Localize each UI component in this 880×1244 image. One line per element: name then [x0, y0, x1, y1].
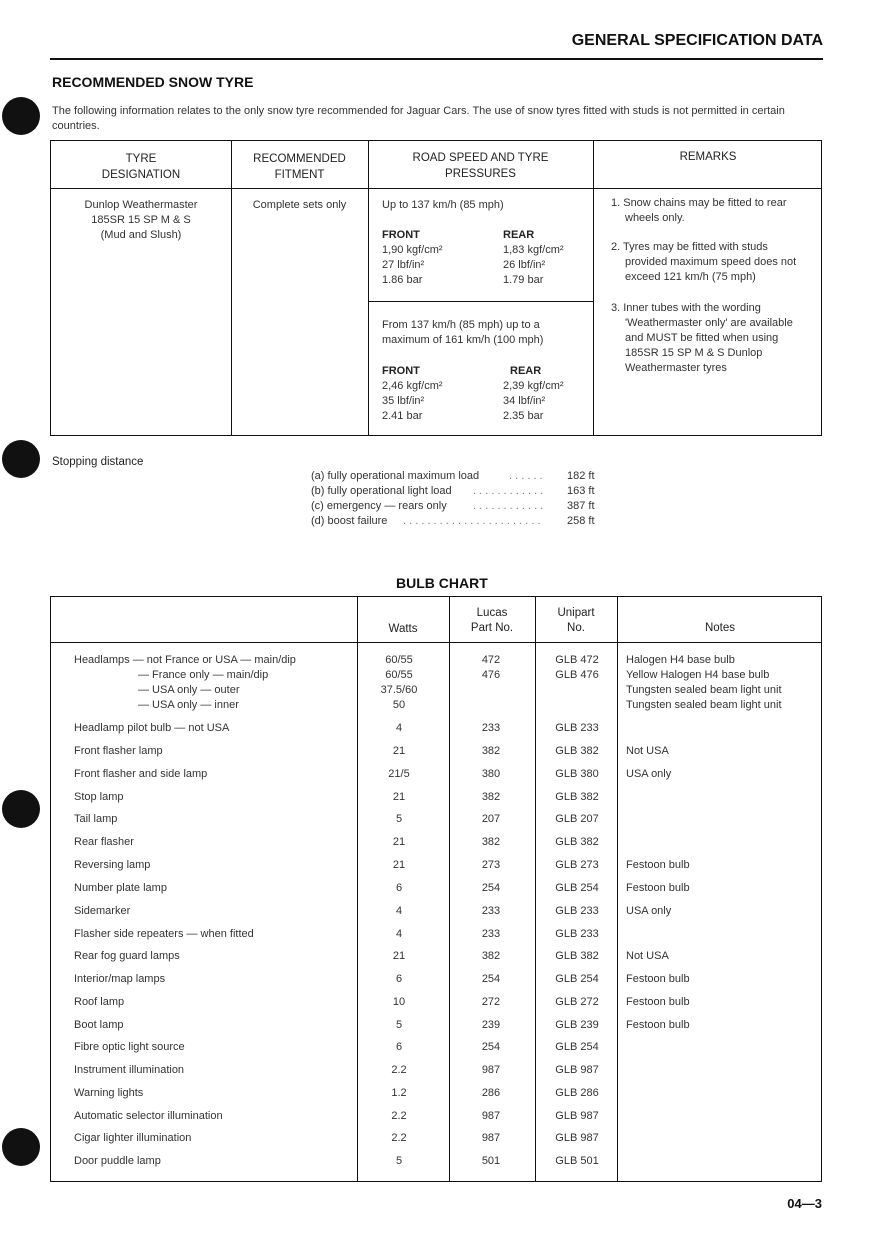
header-divider [51, 188, 821, 189]
bulb-item: Automatic selector illumination [74, 1110, 223, 1122]
header-rule [50, 58, 823, 60]
header-watts: Watts [388, 623, 418, 635]
bulb-row [51, 904, 821, 919]
bulb-row [51, 858, 821, 873]
bulb-item: Fibre optic light source [74, 1041, 185, 1053]
bulb-unipart-no: GLB 272 [555, 996, 599, 1008]
bulb-unipart-no: GLB 987 [555, 1064, 599, 1076]
bulb-notes: Festoon bulb [626, 859, 690, 871]
speed-divider [368, 301, 593, 302]
bulb-watts: 21/5 [388, 768, 410, 780]
bulb-lucas-part: 987 [481, 1064, 501, 1076]
bulb-notes: USA only [626, 768, 672, 780]
bulb-lucas-part: 476 [481, 669, 501, 681]
remark-1: 1. Snow chains may be fitted to rear wheels only. [611, 197, 787, 224]
bulb-lucas-part: 380 [481, 768, 501, 780]
bulb-row [51, 1018, 821, 1033]
bulb-row [51, 949, 821, 964]
bulb-notes: Halogen H4 base bulb [626, 654, 735, 666]
bulb-watts: 5 [395, 813, 403, 825]
bulb-row [51, 1086, 821, 1101]
bulb-unipart-no: GLB 382 [555, 950, 599, 962]
bulb-watts: 2.2 [391, 1064, 407, 1076]
front-pressures-2: 2,46 kgf/cm² 35 lbf/in² 2.41 bar [382, 380, 443, 422]
punch-hole [2, 440, 40, 478]
bulb-watts: 4 [395, 928, 403, 940]
bulb-item: Door puddle lamp [74, 1155, 161, 1167]
bulb-unipart-no: GLB 233 [555, 928, 599, 940]
bulb-row [51, 698, 821, 713]
header-recommended-fitment: RECOMMENDED FITMENT [253, 153, 346, 181]
bulb-lucas-part: 272 [481, 996, 501, 1008]
header-lucas: Lucas Part No. [470, 607, 514, 634]
bulb-watts: 21 [392, 836, 406, 848]
bulb-lucas-part: 254 [481, 882, 501, 894]
bulb-lucas-part: 382 [481, 836, 501, 848]
bulb-notes: Festoon bulb [626, 1019, 690, 1031]
column-divider [231, 141, 232, 435]
bulb-row [51, 812, 821, 827]
bulb-item: Stop lamp [74, 791, 124, 803]
bulb-notes: Not USA [626, 745, 669, 757]
bulb-notes: Festoon bulb [626, 996, 690, 1008]
bulb-unipart-no: GLB 254 [555, 973, 599, 985]
bulb-item: Warning lights [74, 1087, 144, 1099]
bulb-watts: 21 [392, 745, 406, 757]
punch-hole [2, 790, 40, 828]
bulb-unipart-no: GLB 987 [555, 1132, 599, 1144]
bulb-lucas-part: 207 [481, 813, 501, 825]
bulb-chart-table [50, 596, 822, 1182]
stopping-distance-label: Stopping distance [52, 456, 144, 468]
bulb-watts: 21 [392, 859, 406, 871]
bulb-notes: Festoon bulb [626, 973, 690, 985]
bulb-row [51, 653, 821, 668]
front-pressures-1: 1,90 kgf/cm² 27 lbf/in² 1.86 bar [382, 244, 443, 286]
bulb-watts: 60/55 [385, 669, 413, 681]
snow-tyre-table [50, 140, 822, 436]
bulb-unipart-no: GLB 254 [555, 1041, 599, 1053]
bulb-unipart-no: GLB 233 [555, 905, 599, 917]
header-tyre-designation: TYRE DESIGNATION [101, 153, 181, 181]
rear-label: REAR [503, 229, 535, 241]
bulb-watts: 6 [395, 1041, 403, 1053]
bulb-watts: 6 [395, 973, 403, 985]
rear-pressures-1: 1,83 kgf/cm² 26 lbf/in² 1.79 bar [503, 244, 564, 286]
bulb-unipart-no: GLB 207 [555, 813, 599, 825]
bulb-watts: 50 [392, 699, 406, 711]
bulb-watts: 37.5/60 [380, 684, 418, 696]
bulb-item: — France only — main/dip [138, 669, 269, 681]
bulb-lucas-part: 273 [481, 859, 501, 871]
bulb-watts: 2.2 [391, 1132, 407, 1144]
bulb-watts: 1.2 [391, 1087, 407, 1099]
bulb-item: — USA only — outer [138, 684, 240, 696]
bulb-lucas-part: 987 [481, 1110, 501, 1122]
bulb-item: — USA only — inner [138, 699, 239, 711]
bulb-unipart-no: GLB 382 [555, 745, 599, 757]
bulb-item: Cigar lighter illumination [74, 1132, 192, 1144]
bulb-unipart-no: GLB 233 [555, 722, 599, 734]
bulb-watts: 2.2 [391, 1110, 407, 1122]
bulb-lucas-part: 254 [481, 1041, 501, 1053]
punch-hole [2, 1128, 40, 1166]
bulb-item: Flasher side repeaters — when fitted [74, 928, 254, 940]
stopping-row: (a) fully operational maximum load . . . . . . 182 ft [311, 470, 595, 482]
bulb-row [51, 1154, 821, 1169]
bulb-unipart-no: GLB 472 [555, 654, 599, 666]
bulb-lucas-part: 233 [481, 722, 501, 734]
stopping-row: (b) fully operational light load . . . . . . . . . . . . 163 ft [311, 485, 595, 497]
bulb-lucas-part: 987 [481, 1132, 501, 1144]
rear-pressures-2: 2,39 kgf/cm² 34 lbf/in² 2.35 bar [503, 380, 564, 422]
bulb-item: Rear flasher [74, 836, 134, 848]
bulb-row [51, 721, 821, 736]
bulb-item: Tail lamp [74, 813, 118, 825]
header-road-speed: ROAD SPEED AND TYRE PRESSURES [412, 152, 549, 180]
bulb-item: Front flasher lamp [74, 745, 163, 757]
bulb-watts: 6 [395, 882, 403, 894]
header-remarks: REMARKS [679, 151, 737, 163]
bulb-row [51, 1109, 821, 1124]
bulb-item: Front flasher and side lamp [74, 768, 208, 780]
bulb-item: Number plate lamp [74, 882, 167, 894]
bulb-row [51, 1131, 821, 1146]
snow-tyre-title: RECOMMENDED SNOW TYRE [52, 74, 254, 90]
header-unipart: Unipart No. [557, 607, 595, 634]
bulb-lucas-part: 382 [481, 745, 501, 757]
column-divider [368, 141, 369, 435]
bulb-chart-title: BULB CHART [396, 575, 488, 591]
bulb-unipart-no: GLB 273 [555, 859, 599, 871]
bulb-row [51, 927, 821, 942]
bulb-lucas-part: 239 [481, 1019, 501, 1031]
bulb-notes: Not USA [626, 950, 669, 962]
bulb-unipart-no: GLB 286 [555, 1087, 599, 1099]
front-label: FRONT [382, 229, 420, 241]
bulb-lucas-part: 382 [481, 950, 501, 962]
bulb-lucas-part: 254 [481, 973, 501, 985]
punch-hole [2, 97, 40, 135]
bulb-lucas-part: 472 [481, 654, 501, 666]
bulb-row [51, 790, 821, 805]
bulb-unipart-no: GLB 476 [555, 669, 599, 681]
column-divider [593, 141, 594, 435]
bulb-watts: 5 [395, 1019, 403, 1031]
bulb-notes: Tungsten sealed beam light unit [626, 699, 782, 711]
bulb-unipart-no: GLB 382 [555, 791, 599, 803]
bulb-unipart-no: GLB 501 [555, 1155, 599, 1167]
bulb-item: Instrument illumination [74, 1064, 185, 1076]
bulb-unipart-no: GLB 239 [555, 1019, 599, 1031]
bulb-row [51, 1063, 821, 1078]
rear-label: REAR [510, 365, 542, 377]
bulb-item: Headlamps — not France or USA — main/dip [74, 654, 296, 666]
bulb-watts: 10 [392, 996, 406, 1008]
bulb-row [51, 995, 821, 1010]
speed-condition-1: Up to 137 km/h (85 mph) [382, 199, 504, 211]
bulb-lucas-part: 286 [481, 1087, 501, 1099]
bulb-notes: Festoon bulb [626, 882, 690, 894]
front-label: FRONT [382, 365, 420, 377]
bulb-item: Headlamp pilot bulb — not USA [74, 722, 230, 734]
speed-condition-2: From 137 km/h (85 mph) up to a maximum of 161 km/h (100 mph) [382, 319, 544, 346]
bulb-lucas-part: 233 [481, 905, 501, 917]
bulb-unipart-no: GLB 987 [555, 1110, 599, 1122]
bulb-watts: 4 [395, 905, 403, 917]
bulb-row [51, 767, 821, 782]
bulb-notes: Tungsten sealed beam light unit [626, 684, 782, 696]
bulb-item: Boot lamp [74, 1019, 124, 1031]
stopping-row: (d) boost failure . . . . . . . . . . . . . . . . . . . . . . . 258 ft [311, 515, 595, 527]
bulb-item: Reversing lamp [74, 859, 151, 871]
page-number: 04—3 [787, 1196, 822, 1211]
bulb-item: Sidemarker [74, 905, 131, 917]
bulb-unipart-no: GLB 380 [555, 768, 599, 780]
bulb-watts: 21 [392, 791, 406, 803]
bulb-notes: Yellow Halogen H4 base bulb [626, 669, 770, 681]
remark-3: 3. Inner tubes with the wording 'Weathermaster only' are available and MUST be fitted when using 185SR 15 SP M & S Dunlop Weathermaster tyres [611, 302, 793, 374]
bulb-watts: 21 [392, 950, 406, 962]
bulb-unipart-no: GLB 382 [555, 836, 599, 848]
header-notes: Notes [704, 622, 736, 634]
tyre-designation: Dunlop Weathermaster 185SR 15 SP M & S (Mud and Slush) [84, 199, 198, 241]
bulb-row [51, 972, 821, 987]
bulb-lucas-part: 382 [481, 791, 501, 803]
bulb-row [51, 668, 821, 683]
bulb-lucas-part: 233 [481, 928, 501, 940]
snow-tyre-intro: The following information relates to the only snow tyre recommended for Jaguar Cars. The use of snow tyres fitted with studs is not permitted in certain countries. [52, 105, 785, 132]
bulb-item: Roof lamp [74, 996, 125, 1008]
bulb-watts: 60/55 [385, 654, 413, 666]
header-divider [51, 642, 821, 643]
bulb-item: Rear fog guard lamps [74, 950, 180, 962]
bulb-row [51, 881, 821, 896]
bulb-row [51, 1040, 821, 1055]
page-header-title: GENERAL SPECIFICATION DATA [571, 32, 823, 49]
bulb-row [51, 835, 821, 850]
bulb-row [51, 683, 821, 698]
stopping-row: (c) emergency — rears only . . . . . . . . . . . . 387 ft [311, 500, 595, 512]
bulb-notes: USA only [626, 905, 672, 917]
bulb-item: Interior/map lamps [74, 973, 166, 985]
bulb-watts: 4 [395, 722, 403, 734]
bulb-watts: 5 [395, 1155, 403, 1167]
remark-2: 2. Tyres may be fitted with studs provided maximum speed does not exceed 121 km/h (75 mph) [611, 241, 797, 283]
bulb-lucas-part: 501 [481, 1155, 501, 1167]
bulb-unipart-no: GLB 254 [555, 882, 599, 894]
bulb-row [51, 744, 821, 759]
tyre-fitment: Complete sets only [252, 199, 347, 211]
